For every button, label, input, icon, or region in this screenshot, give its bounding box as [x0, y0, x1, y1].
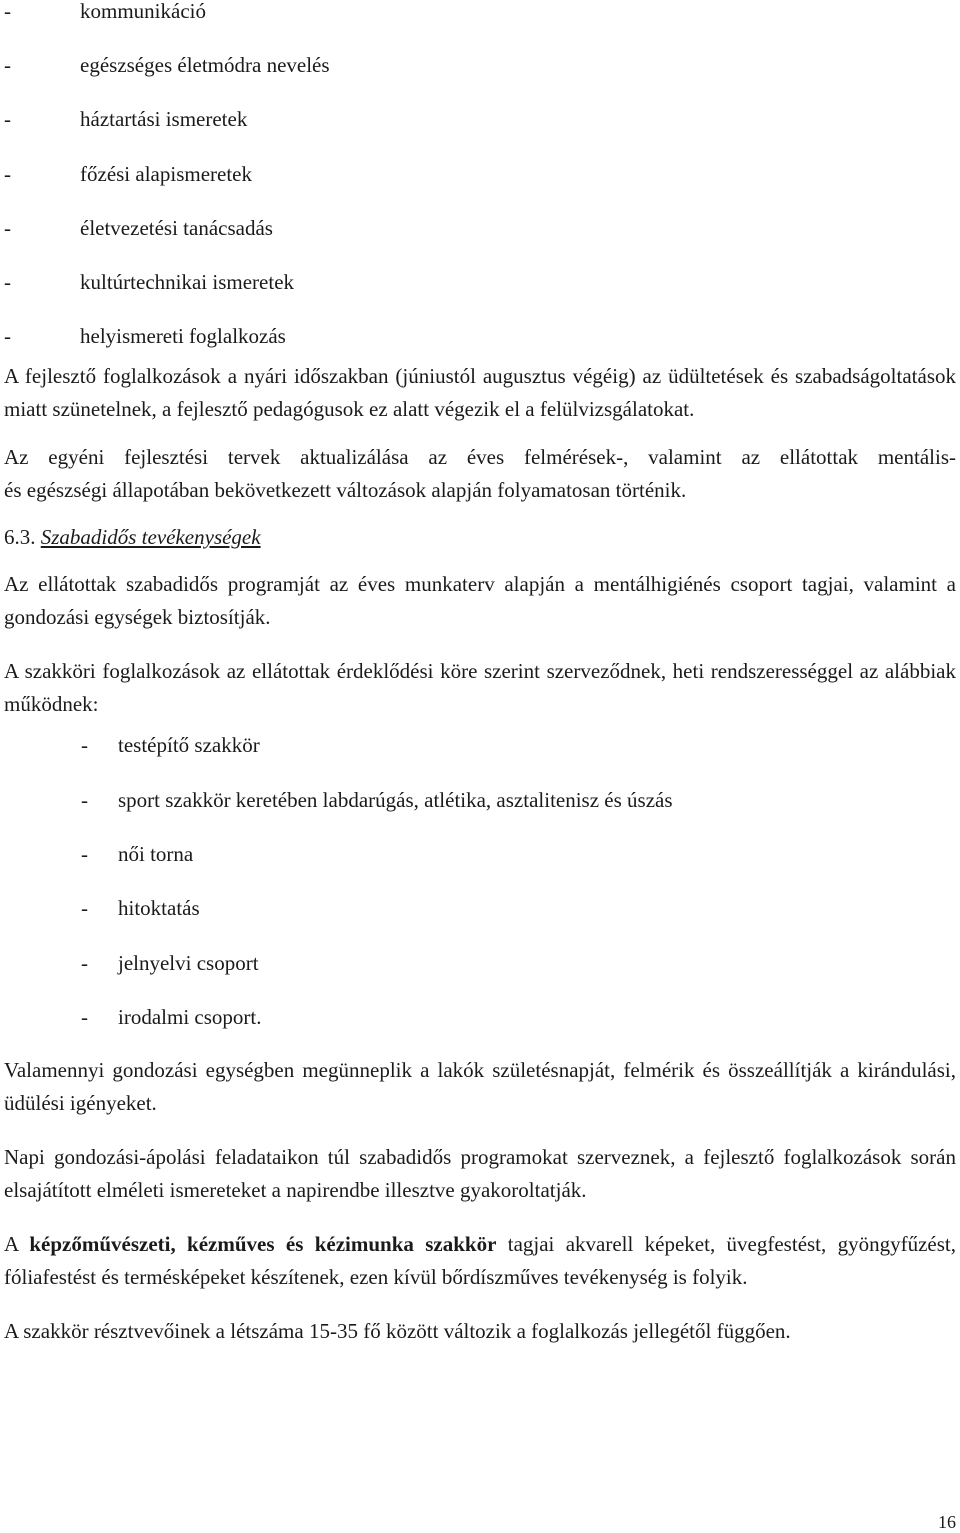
- list-item: [4, 270, 956, 324]
- list-dash: -: [81, 787, 88, 812]
- clubs-list: [4, 728, 956, 1038]
- list-item-text: egészséges életmódra nevelés: [80, 53, 330, 78]
- list-dash: -: [81, 950, 88, 975]
- list-item: [4, 162, 956, 216]
- list-item-text: életvezetési tanácsadás: [80, 215, 273, 240]
- art-club-text-start: A: [4, 1232, 30, 1257]
- list-item: [4, 216, 956, 270]
- document-page: [4, 0, 956, 1348]
- list-item-text: háztartási ismeretek: [80, 107, 248, 132]
- art-club-text-rest: tagjai akvarell képeket, üvegfestést, gyöngyfűzést, fóliafestést és termésképeket készítenek, ezen kívül bőrdíszműves tevékenység is folyik.: [4, 1232, 956, 1289]
- list-item-text: testépítő szakkör: [118, 733, 260, 758]
- activity-list: [4, 0, 956, 360]
- art-club-name: képzőművészeti, kézműves és kézimunka szakkör: [29, 1232, 497, 1257]
- list-item: [81, 891, 960, 945]
- list-dash: -: [4, 269, 11, 294]
- paragraph-birthdays: Valamennyi gondozási egységben megünneplik a lakók születésnapját, felmérik és összeállítják a kirándulási, üdülési igényeket.: [4, 1058, 956, 1115]
- list-item: [4, 107, 956, 161]
- list-item: [81, 837, 960, 891]
- list-item-text: főzési alapismeretek: [80, 161, 252, 186]
- paragraph-participants: A szakkör résztvevőinek a létszáma 15-35 fő között változik a foglalkozás jellegétől függően.: [4, 1319, 791, 1344]
- list-dash: -: [4, 107, 11, 132]
- paragraph-summer-break: A fejlesztő foglalkozások a nyári időszakban (júniustól augusztus végéig) az üdültetések és szabadságoltatások miatt szünetelnek, a fejlesztő pedagógusok ez alatt végezik el a felülvizsgálatokat.: [4, 364, 956, 421]
- section-number: 6.3.: [4, 525, 36, 550]
- paragraph-clubs-intro: A szakköri foglalkozások az ellátottak érdeklődési köre szerint szerveződnek, heti rendszerességgel az alábbiak működnek:: [4, 659, 956, 716]
- list-dash: -: [4, 161, 11, 186]
- page-number: 16: [938, 1512, 956, 1532]
- paragraph-leisure-programs: Az ellátottak szabadidős programját az éves munkaterv alapján a mentálhigiénés csoport tagjai, valamint a gondozási egységek biztosítják.: [4, 572, 956, 629]
- paragraph-art-club: [4, 1228, 956, 1293]
- list-item-text: irodalmi csoport.: [118, 1005, 262, 1030]
- section-title: Szabadidős tevékenységek: [40, 525, 261, 550]
- list-item: [81, 1000, 960, 1038]
- list-item: [4, 324, 956, 360]
- list-item-text: hitoktatás: [118, 896, 200, 921]
- list-dash: -: [81, 733, 88, 758]
- paragraph-line: és egészségi állapotában bekövetkezett változások alapján folyamatosan történik.: [4, 477, 687, 502]
- list-dash: -: [4, 0, 11, 23]
- list-item-text: sport szakkör keretében labdarúgás, atlétika, asztalitenisz és úszás: [118, 787, 673, 812]
- paragraph-line: Az egyéni fejlesztési tervek aktualizálása az éves felmérések-, valamint az ellátottak mentális-: [4, 445, 956, 470]
- list-dash: -: [4, 215, 11, 240]
- list-dash: -: [81, 1005, 88, 1030]
- paragraph-development-plans: [4, 441, 956, 506]
- list-item: [81, 728, 960, 782]
- list-item: [4, 53, 956, 107]
- list-dash: -: [4, 53, 11, 78]
- list-item: [81, 783, 960, 837]
- list-item: [4, 0, 956, 53]
- list-dash: -: [81, 896, 88, 921]
- list-item-text: kommunikáció: [80, 0, 206, 23]
- list-dash: -: [4, 324, 11, 349]
- list-item-text: helyismereti foglalkozás: [80, 324, 286, 349]
- list-item-text: női torna: [118, 841, 194, 866]
- list-item-text: kultúrtechnikai ismeretek: [80, 269, 295, 294]
- list-item: [81, 946, 960, 1000]
- list-item-text: jelnyelvi csoport: [118, 950, 259, 975]
- list-dash: -: [81, 841, 88, 866]
- section-heading: [4, 521, 956, 553]
- paragraph-daily-programs: Napi gondozási-ápolási feladataikon túl szabadidős programokat szerveznek, a fejlesztő foglalkozások során elsajátított elméleti ismereteket a napirendbe illesztve gyakoroltatják.: [4, 1145, 956, 1202]
